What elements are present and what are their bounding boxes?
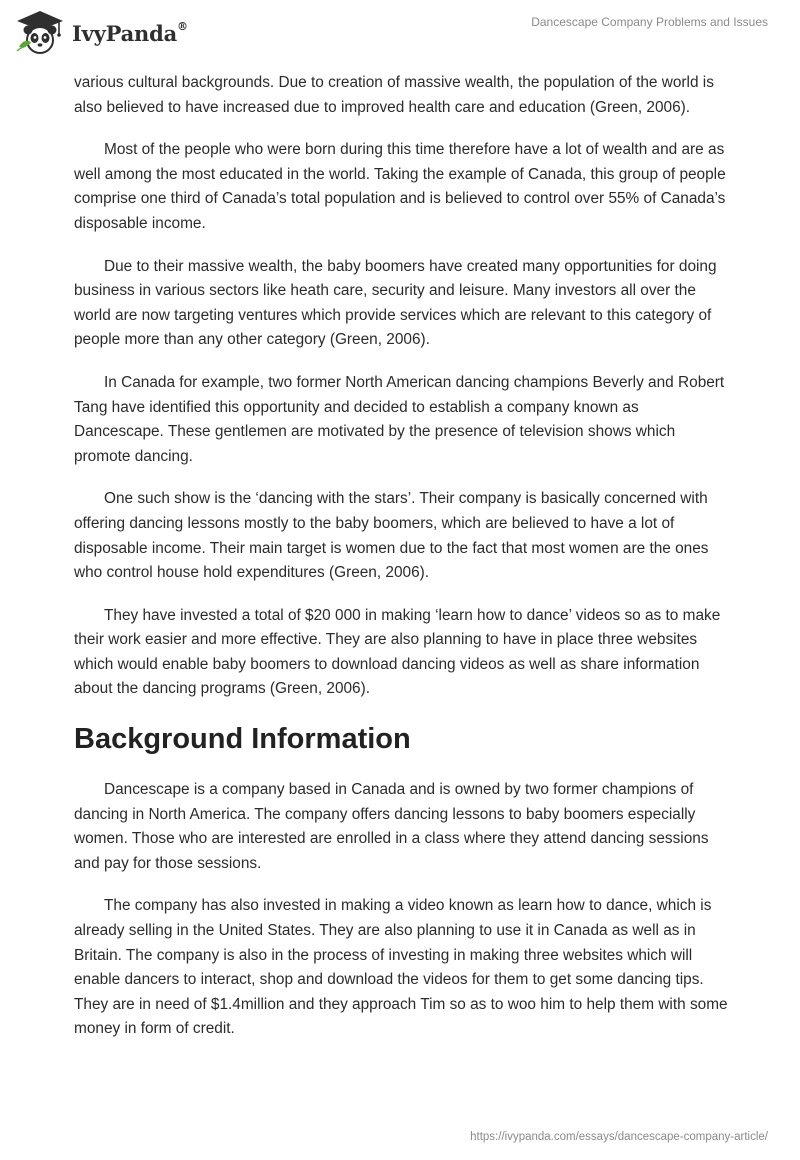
source-url[interactable]: https://ivypanda.com/essays/dancescape-company-article/ bbox=[470, 1131, 768, 1143]
article-body bbox=[74, 71, 728, 1060]
paragraph: One such show is the ‘dancing with the stars’. Their company is basically concerned with offering dancing lessons mostly to the baby boomers, which are believed to have a lot of disposable income. Their main target is women due to the fact that most women are the ones who control house hold expenditures (Green, 2006). bbox=[74, 490, 709, 582]
ivypanda-logo[interactable] bbox=[14, 10, 188, 54]
brand-name: IvyPanda® bbox=[72, 19, 188, 46]
paragraph: various cultural backgrounds. Due to creation of massive wealth, the population of the world is also believed to have increased due to improved health care and education (Green, 2006). bbox=[74, 74, 714, 116]
document-title: Dancescape Company Problems and Issues bbox=[531, 15, 768, 29]
registered-mark: ® bbox=[177, 19, 188, 33]
page-header bbox=[0, 0, 800, 64]
paragraph: Due to their massive wealth, the baby boomers have created many opportunities for doing business in various sectors like heath care, security and leisure. Many investors all over the world are now targeting ventures which provide services which are relevant to this category of people more than any other category (Green, 2006). bbox=[74, 257, 717, 349]
paragraph: In Canada for example, two former North American dancing champions Beverly and Robert Tang have identified this opportunity and decided to establish a company known as Dancescape. These gentlemen are motivated by the presence of television shows which promote dancing. bbox=[74, 373, 725, 465]
paragraph: Most of the people who were born during this time therefore have a lot of wealth and are as well among the most educated in the world. Taking the example of Canada, this group of people comprise one third of Canada’s total population and is believed to control over 55% of Canada’s disposable income. bbox=[74, 141, 726, 232]
panda-graduate-icon bbox=[14, 10, 66, 54]
paragraph: Dancescape is a company based in Canada and is owned by two former champions of dancing in North America. The company offers dancing lessons to baby boomers especially women. Those who are interested are enrolled in a class where they attend dancing sessions and pay for those sessions. bbox=[74, 781, 709, 872]
paragraph: The company has also invested in making a video known as learn how to dance, which is already selling in the United States. They are also planning to use it in Canada as well as in Britain. The company is also in the process of investing in making three websites which will enable dancers to interact, shop and download the videos for them to get some dancing tips. They are in need of $1.4million and they approach Tim so as to woo him to help them with some money in form of credit. bbox=[74, 897, 728, 1038]
paragraph: They have invested a total of $20 000 in making ‘learn how to dance’ videos so as to make their work easier and more effective. They are also planning to have in place three websites which would enable baby boomers to download dancing videos as well as share information about the dancing programs (Green, 2006). bbox=[74, 606, 721, 698]
section-heading: Background Information bbox=[74, 723, 411, 756]
